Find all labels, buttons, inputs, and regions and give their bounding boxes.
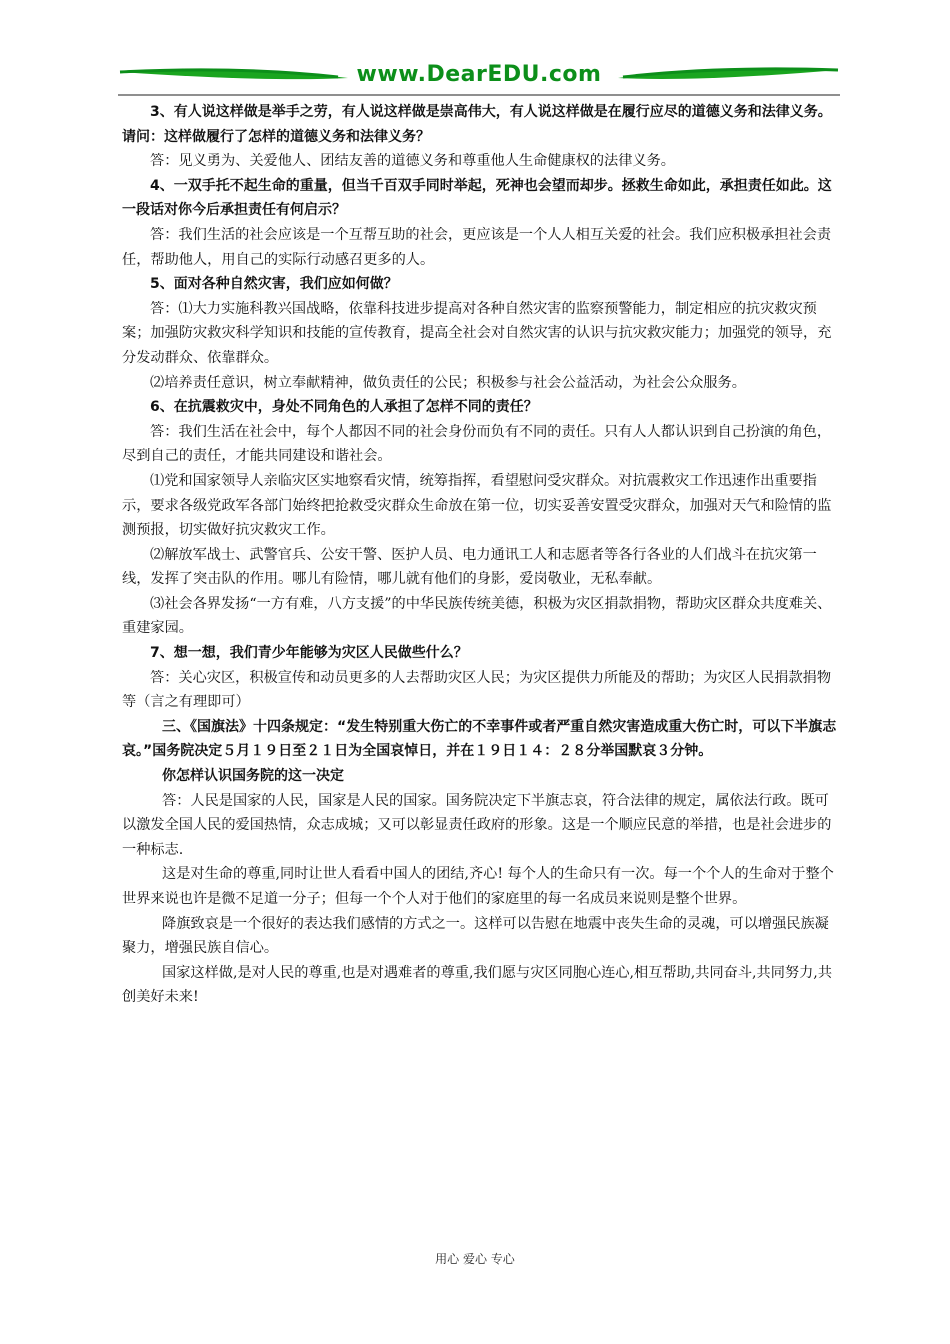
document-body xyxy=(122,100,842,1010)
answer-5-part2: ⑵培养责任意识，树立奉献精神，做负责任的公民；积极参与社会公益活动，为社会公众服务。 xyxy=(150,374,746,391)
section-3-answer: 答：人民是国家的人民，国家是人民的国家。国务院决定下半旗志哀，符合法律的规定，属依法行政。既可以激发全国人民的爱国热情，众志成城；又可以彰显责任政府的形象。这是一个顺应民意的举措，也是社会进步的一种标志. xyxy=(122,792,832,858)
answer-6-point3: ⑶社会各界发扬“一方有难，八方支援”的中华民族传统美德，积极为灾区捐款捐物，帮助灾区群众共度难关、重建家园。 xyxy=(122,595,832,637)
question-6: 6、在抗震救灾中，身处不同角色的人承担了怎样不同的责任？ xyxy=(150,399,538,416)
answer-5-part1: 答：⑴大力实施科教兴国战略，依靠科技进步提高对各种自然灾害的监察预警能力，制定相应的抗灾救灾预案；加强防灾救灾科学知识和技能的宣传教育，提高全社会对自然灾害的认识与抗灾救灾能力；加强党的领导，充分发动群众、依靠群众。 xyxy=(122,300,832,366)
answer-6-point1: ⑴党和国家领导人亲临灾区实地察看灾情，统筹指挥，看望慰问受灾群众。对抗震救灾工作迅速作出重要指示，要求各级党政军各部门始终把抢救受灾群众生命放在第一位，切实妥善安置受灾群众，加强对天气和险情的监测预报，切实做好抗灾救灾工作。 xyxy=(122,472,832,539)
answer-3: 答：见义勇为、关爱他人、团结友善的道德义务和尊重他人生命健康权的法律义务。 xyxy=(150,153,675,170)
answer-4: 答：我们生活的社会应该是一个互帮互助的社会，更应该是一个人人相互关爱的社会。我们应积极承担社会责任，帮助他人，用自己的实际行动感召更多的人。 xyxy=(122,226,832,268)
section-3-question: 你怎样认识国务院的这一决定 xyxy=(162,768,344,785)
question-5: 5、面对各种自然灾害，我们应如何做？ xyxy=(150,276,398,293)
question-3: 3、有人说这样做是举手之劳，有人说这样做是崇高伟大，有人说这样做是在履行应尽的道德义务和法律义务。请问：这样做履行了怎样的道德义务和法律义务？ xyxy=(122,104,832,145)
section-3-heading: 三、《国旗法》十四条规定：“发生特别重大伤亡的不幸事件或者严重自然灾害造成重大伤亡时，可以下半旗志哀。”国务院决定５月１９日至２１日为全国哀悼日，并在１９日１４：２８分举国默哀３分钟。 xyxy=(122,718,837,760)
question-7: 7、想一想，我们青少年能够为灾区人民做些什么？ xyxy=(150,645,468,662)
page-footer: 用心 爱心 专心 xyxy=(435,1252,515,1266)
question-4: 4、一双手托不起生命的重量，但当千百双手同时举起，死神也会望而却步。拯救生命如此，承担责任如此。这一段话对你今后承担责任有何启示？ xyxy=(122,177,832,219)
essay-paragraph-3: 国家这样做,是对人民的尊重,也是对遇难者的尊重,我们愿与灾区同胞心连心,相互帮助,共同奋斗,共同努力,共创美好未来! xyxy=(122,964,833,1006)
site-logo-text: www.DearEDU.com xyxy=(356,62,602,87)
essay-paragraph-2: 降旗致哀是一个很好的表达我们感情的方式之一。这样可以告慰在地震中丧失生命的灵魂，可以增强民族凝聚力，增强民族自信心。 xyxy=(122,915,829,957)
answer-6-point2: ⑵解放军战士、武警官兵、公安干警、医护人员、电力通讯工人和志愿者等各行各业的人们战斗在抗灾第一线，发挥了突击队的作用。哪儿有险情，哪儿就有他们的身影，爱岗敬业，无私奉献。 xyxy=(122,546,817,588)
answer-7: 答：关心灾区，积极宣传和动员更多的人去帮助灾区人民；为灾区提供力所能及的帮助；为灾区人民捐款捐物等（言之有理即可） xyxy=(122,669,832,711)
page-header xyxy=(118,58,840,98)
answer-6-intro: 答：我们生活在社会中，每个人都因不同的社会身份而负有不同的责任。只有人人都认识到自己扮演的角色，尽到自己的责任，才能共同建设和谐社会。 xyxy=(122,423,832,465)
essay-paragraph-1: 这是对生命的尊重,同时让世人看看中国人的团结,齐心! 每个人的生命只有一次。每一个个人的生命对于整个世界来说也许是微不足道一分子；但每一个个人对于他们的家庭里的每一名成员来说则是整个世界。 xyxy=(122,866,834,907)
